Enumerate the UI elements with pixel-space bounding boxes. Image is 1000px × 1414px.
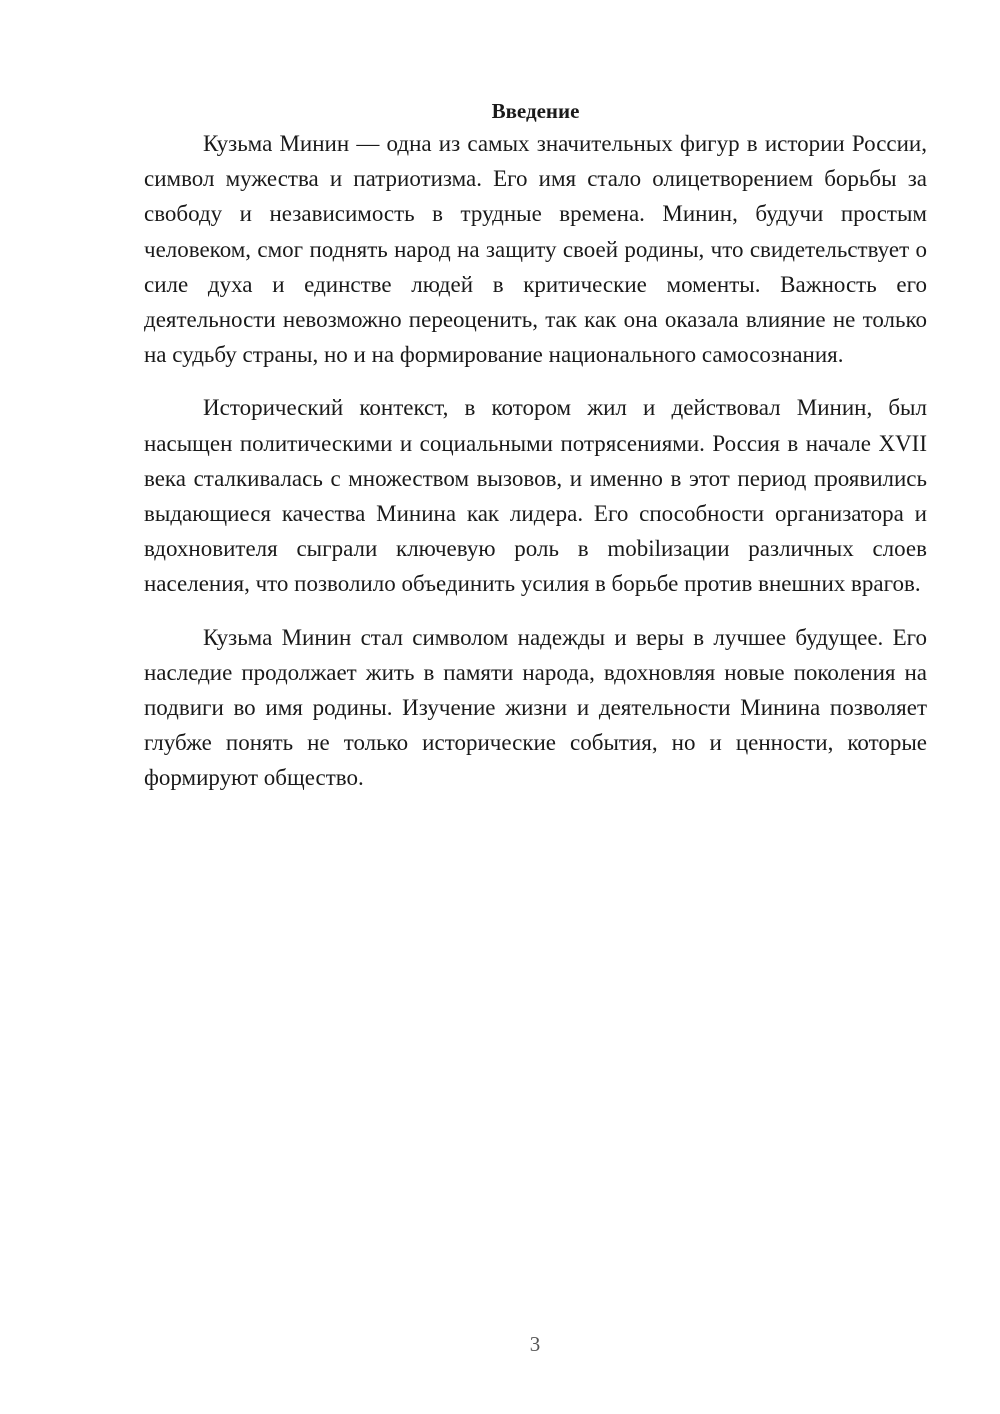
section-heading: Введение <box>491 99 580 123</box>
paragraph-legacy: Кузьма Минин стал символом надежды и веры в лучшее будущее. Его наследие продолжает жить в памяти народа, вдохновляя новые поколения на подвиги во имя родины. Изучение жизни и деятельности Минина позволяет глубже понять не только исторические события, но и ценности, которые формируют общество. <box>144 624 927 791</box>
paragraph-intro: Кузьма Минин — одна из самых значительных фигур в истории России, символ мужества и патриотизма. Его имя стало олицетворением борьбы за свободу и независимость в трудные времена. Минин, будучи простым человеком, смог поднять народ на защиту своей родины, что свидетельствует о силе духа и единстве людей в критические моменты. Важность его деятельности невозможно переоценить, так как она оказала влияние не только на судьбу страны, но и на формирование национального самосознания. <box>144 131 927 368</box>
paragraph-context: Исторический контекст, в котором жил и действовал Минин, был насыщен политическими и социальными потрясениями. Россия в начале XVII века сталкивалась с множеством вызовов, и именно в этот период проявились выдающиеся качества Минина как лидера. Его способности организатора и вдохновителя сыграли ключевую роль в mobilизации различных слоев населения, что позволило объединить усилия в борьбе против внешних врагов. <box>144 395 927 597</box>
page-number: 3 <box>529 1332 541 1356</box>
page-content <box>144 94 927 814</box>
